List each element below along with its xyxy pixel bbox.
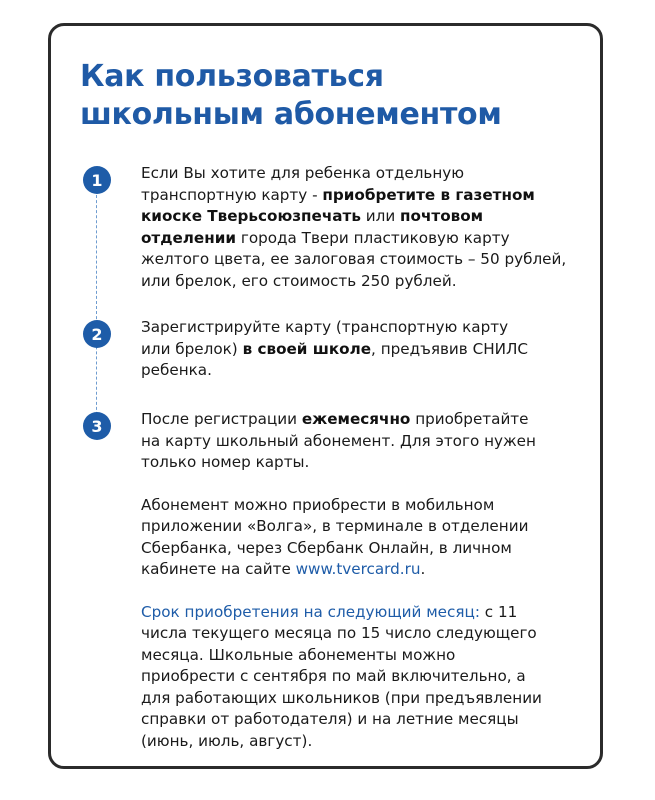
- step-3-text-part: .: [307, 731, 313, 750]
- title-line-2: школьным абонементом: [80, 97, 502, 132]
- step-1-text-part: Если Вы хотите для ребенка отдельную транспортную карту -: [141, 164, 465, 204]
- step-3-number: 3: [91, 416, 103, 436]
- timeline-connector: [96, 190, 97, 425]
- step-1-text: [141, 163, 571, 292]
- step-3-parenthetical: (июнь, июль, август): [141, 731, 308, 750]
- step-3-text-part: и на летние месяцы: [352, 710, 519, 728]
- step-2-number: 2: [91, 324, 103, 344]
- step-2-text: [141, 317, 531, 382]
- paragraph-gap: [141, 581, 546, 602]
- step-1-bold-kiosk: приобретите в газетном киоске Тверьсоюзпечать: [141, 185, 535, 225]
- step-2-bold-school: в своей школе: [242, 339, 372, 358]
- step-3-paragraph-2: [141, 495, 546, 581]
- step-3-bold-monthly: ежемесячно: [301, 410, 411, 428]
- step-3-number-badge: [83, 412, 111, 440]
- step-3-paragraph-1: [141, 409, 546, 474]
- step-1-number: 1: [91, 170, 103, 190]
- title-line-1: Как пользоваться: [80, 59, 384, 94]
- step-1-number-badge: [83, 166, 111, 194]
- step-2-text-part: Зарегистрируйте карту (транспортную карту или брелок): [141, 318, 509, 358]
- step-3-parenthetical: (при предъявлении справки от работодателя): [141, 688, 542, 728]
- step-3-text: [141, 409, 546, 752]
- step-2-number-badge: [83, 320, 111, 348]
- tvercard-website-link[interactable]: www.tvercard.ru: [295, 560, 421, 578]
- step-3-paragraph-3: [141, 602, 546, 753]
- step-1-bold-post-office: почтовом отделении: [141, 207, 484, 247]
- step-2-text-part: , предъявив СНИЛС ребенка.: [141, 339, 528, 379]
- step-3-text-part: с 11 числа текущего месяца по 15 число следующего месяца. Школьные абонементы можно приобрести с сентября по май включительно, а для работающих школьников: [141, 602, 537, 707]
- step-3-text-part: Абонемент можно приобрести в мобильном приложении «Волга», в терминале в отделении Сбербанка, через Сбербанк Онлайн, в личном кабинете на сайте: [141, 495, 529, 578]
- step-1-text-part: города Твери пластиковую карту желтого цвета, ее залоговая стоимость – 50 рублей, или брелок, его стоимость 250 рублей.: [141, 228, 567, 290]
- step-1-text-part: или: [360, 207, 401, 225]
- purchase-term-heading: Срок приобретения на следующий месяц:: [141, 602, 480, 621]
- step-3-text-part: .: [420, 560, 426, 578]
- step-3-text-part: После регистрации: [141, 410, 302, 428]
- page-title: [80, 58, 550, 134]
- paragraph-gap: [141, 474, 546, 495]
- step-3-text-part: приобретайте на карту школьный абонемент. Для этого нужен только номер карты.: [141, 410, 536, 471]
